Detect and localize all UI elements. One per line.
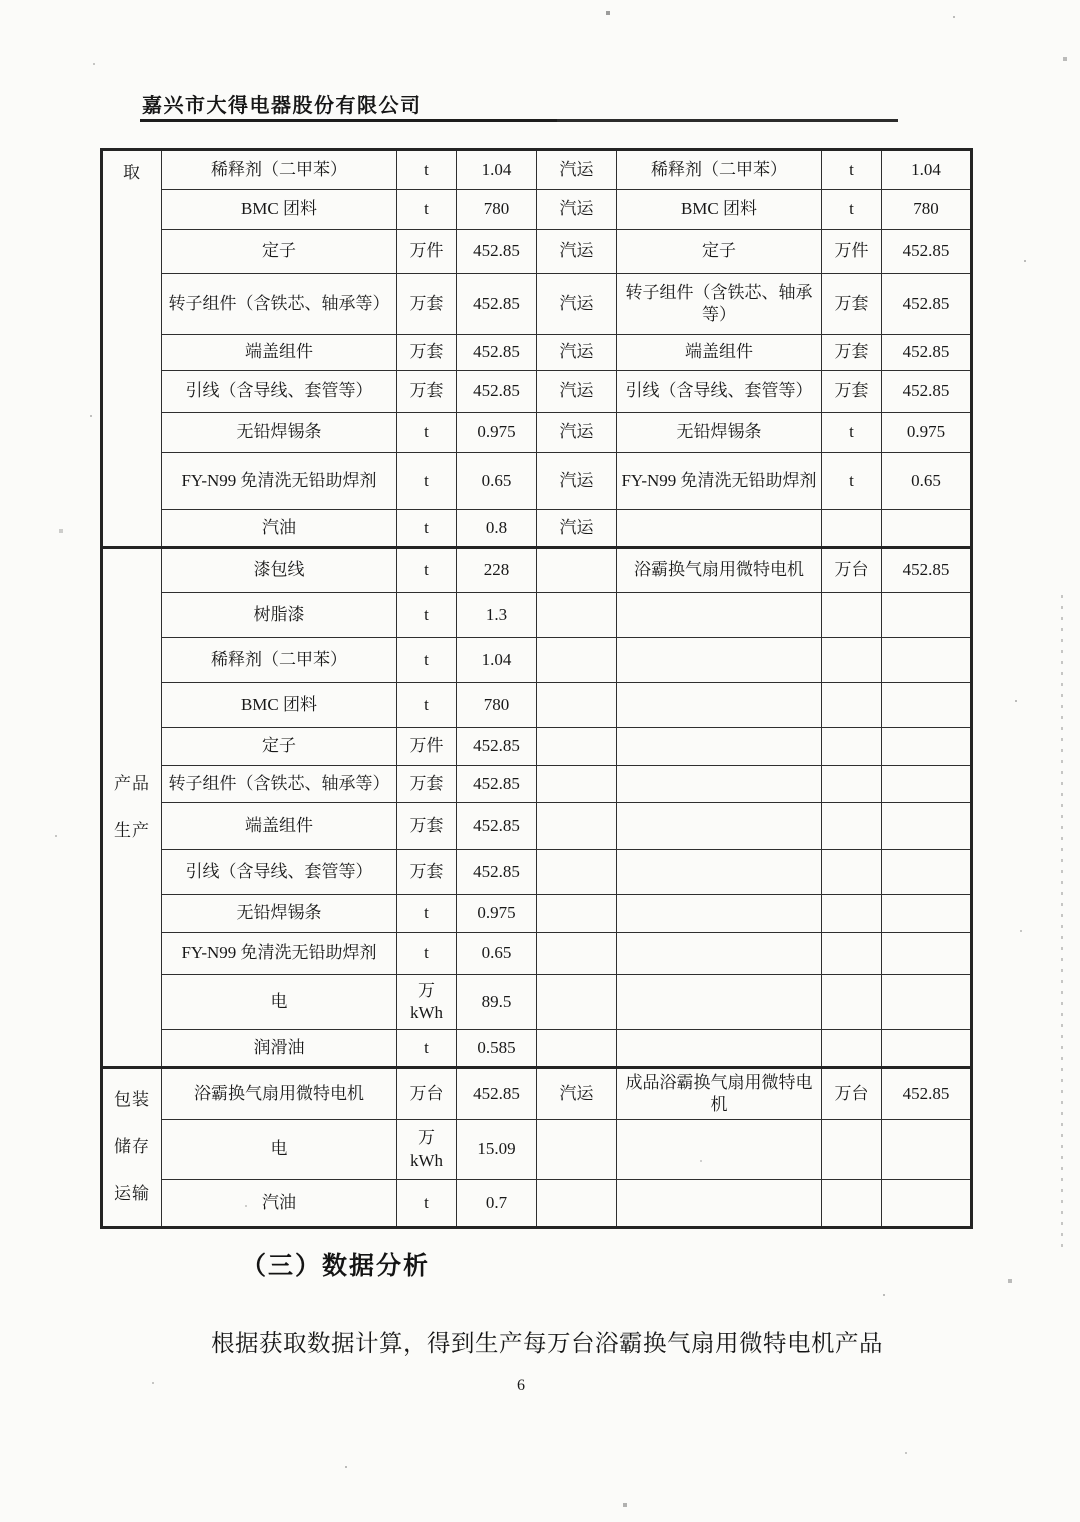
cell-material-name: 转子组件（含铁芯、轴承等） [162, 766, 397, 803]
cell-material-name: FY-N99 免清洗无铅助焊剂 [162, 933, 397, 975]
table-row [102, 593, 972, 638]
table-row [102, 371, 972, 413]
section-label: 产品生产 [114, 773, 150, 840]
cell-transport-mode: 汽运 [537, 335, 617, 371]
page-number: 6 [517, 1377, 525, 1394]
table-row [102, 1120, 972, 1180]
cell-material-name: 引线（含导线、套管等） [162, 850, 397, 895]
cell-unit: 万 kWh [397, 975, 457, 1030]
cell-transport-mode [537, 683, 617, 728]
cell-material-name-right: 端盖组件 [617, 335, 822, 371]
cell-material-name: 稀释剂（二甲苯） [162, 150, 397, 190]
cell-transport-mode: 汽运 [537, 230, 617, 274]
cell-material-name-right [617, 638, 822, 683]
cell-quantity-right [882, 593, 972, 638]
cell-unit-right [822, 933, 882, 975]
cell-quantity: 0.975 [457, 413, 537, 453]
right-margin-scan-line [1061, 595, 1063, 1255]
cell-quantity: 0.7 [457, 1180, 537, 1228]
cell-quantity: 452.85 [457, 803, 537, 850]
cell-unit-right [822, 1120, 882, 1180]
cell-unit: 万件 [397, 230, 457, 274]
table-row [102, 274, 972, 335]
cell-quantity-right [882, 683, 972, 728]
cell-unit-right: 万件 [822, 230, 882, 274]
section-label-cell [102, 1068, 162, 1228]
cell-quantity: 15.09 [457, 1120, 537, 1180]
cell-material-name: 汽油 [162, 1180, 397, 1228]
cell-material-name: 汽油 [162, 510, 397, 548]
cell-quantity-right: 1.04 [882, 150, 972, 190]
cell-quantity: 0.975 [457, 895, 537, 933]
cell-unit: t [397, 1180, 457, 1228]
cell-transport-mode [537, 933, 617, 975]
cell-unit-right: t [822, 413, 882, 453]
section-label: 取 [123, 163, 141, 182]
cell-unit: 万套 [397, 371, 457, 413]
table-row [102, 150, 972, 190]
cell-transport-mode [537, 975, 617, 1030]
cell-transport-mode [537, 1180, 617, 1228]
cell-unit-right: 万台 [822, 548, 882, 593]
cell-unit: t [397, 895, 457, 933]
body-paragraph: 根据获取数据计算，得到生产每万台浴霸换气扇用微特电机产品 [211, 1331, 883, 1357]
cell-material-name-right [617, 766, 822, 803]
cell-material-name: 端盖组件 [162, 803, 397, 850]
cell-quantity-right [882, 638, 972, 683]
cell-quantity: 0.8 [457, 510, 537, 548]
cell-material-name-right [617, 683, 822, 728]
cell-material-name-right [617, 933, 822, 975]
table-row [102, 766, 972, 803]
cell-unit: t [397, 548, 457, 593]
section-label-cell [102, 548, 162, 1068]
cell-transport-mode [537, 548, 617, 593]
cell-unit: 万套 [397, 335, 457, 371]
table-body [102, 150, 972, 1228]
cell-material-name-right [617, 895, 822, 933]
cell-quantity-right [882, 1030, 972, 1068]
cell-material-name: 定子 [162, 230, 397, 274]
table-row [102, 975, 972, 1030]
cell-quantity-right [882, 510, 972, 548]
cell-quantity-right: 452.85 [882, 230, 972, 274]
cell-material-name-right: BMC 团料 [617, 190, 822, 230]
cell-quantity: 1.04 [457, 638, 537, 683]
table-row [102, 1180, 972, 1228]
section-label: 包装储存运输 [114, 1090, 150, 1203]
cell-transport-mode: 汽运 [537, 150, 617, 190]
cell-transport-mode: 汽运 [537, 453, 617, 510]
cell-unit-right [822, 593, 882, 638]
cell-unit-right [822, 638, 882, 683]
cell-transport-mode: 汽运 [537, 1068, 617, 1120]
cell-transport-mode [537, 1030, 617, 1068]
cell-material-name: 定子 [162, 728, 397, 766]
cell-unit: t [397, 1030, 457, 1068]
cell-quantity: 1.04 [457, 150, 537, 190]
table-row [102, 335, 972, 371]
cell-transport-mode [537, 728, 617, 766]
cell-transport-mode [537, 895, 617, 933]
table-row [102, 728, 972, 766]
cell-quantity: 452.85 [457, 766, 537, 803]
cell-unit: t [397, 453, 457, 510]
cell-unit: 万 kWh [397, 1120, 457, 1180]
cell-unit: 万套 [397, 803, 457, 850]
cell-quantity-right [882, 850, 972, 895]
cell-material-name: 润滑油 [162, 1030, 397, 1068]
table-row [102, 230, 972, 274]
cell-unit-right: t [822, 453, 882, 510]
cell-quantity-right [882, 803, 972, 850]
cell-quantity: 780 [457, 190, 537, 230]
cell-material-name: 端盖组件 [162, 335, 397, 371]
cell-quantity: 452.85 [457, 230, 537, 274]
cell-material-name: 漆包线 [162, 548, 397, 593]
cell-material-name: 稀释剂（二甲苯） [162, 638, 397, 683]
cell-material-name-right [617, 510, 822, 548]
cell-material-name: 浴霸换气扇用微特电机 [162, 1068, 397, 1120]
cell-material-name: BMC 团料 [162, 190, 397, 230]
cell-material-name-right: 浴霸换气扇用微特电机 [617, 548, 822, 593]
table-row [102, 638, 972, 683]
cell-quantity-right: 0.975 [882, 413, 972, 453]
cell-quantity: 228 [457, 548, 537, 593]
material-balance-table [100, 148, 973, 1229]
cell-quantity-right: 452.85 [882, 548, 972, 593]
cell-quantity-right [882, 895, 972, 933]
cell-material-name: 无铅焊锡条 [162, 413, 397, 453]
cell-unit-right: 万台 [822, 1068, 882, 1120]
cell-material-name: 电 [162, 975, 397, 1030]
cell-quantity-right: 452.85 [882, 1068, 972, 1120]
cell-material-name: 树脂漆 [162, 593, 397, 638]
cell-material-name-right [617, 975, 822, 1030]
cell-unit: t [397, 413, 457, 453]
cell-transport-mode [537, 593, 617, 638]
cell-transport-mode [537, 803, 617, 850]
cell-quantity-right: 452.85 [882, 371, 972, 413]
cell-transport-mode: 汽运 [537, 190, 617, 230]
cell-unit-right: 万套 [822, 335, 882, 371]
cell-transport-mode: 汽运 [537, 413, 617, 453]
cell-quantity-right: 0.65 [882, 453, 972, 510]
cell-quantity-right [882, 975, 972, 1030]
cell-unit-right: t [822, 150, 882, 190]
cell-material-name-right: 稀释剂（二甲苯） [617, 150, 822, 190]
section-label-cell [102, 150, 162, 548]
cell-transport-mode: 汽运 [537, 371, 617, 413]
cell-quantity-right [882, 933, 972, 975]
cell-material-name-right [617, 1030, 822, 1068]
cell-transport-mode: 汽运 [537, 510, 617, 548]
cell-unit: t [397, 190, 457, 230]
table-row [102, 1030, 972, 1068]
cell-material-name-right: 转子组件（含铁芯、轴承等） [617, 274, 822, 335]
cell-material-name: BMC 团料 [162, 683, 397, 728]
table-row [102, 548, 972, 593]
cell-quantity: 1.3 [457, 593, 537, 638]
cell-material-name-right: 成品浴霸换气扇用微特电机 [617, 1068, 822, 1120]
cell-unit: 万套 [397, 850, 457, 895]
cell-material-name: 电 [162, 1120, 397, 1180]
cell-quantity-right [882, 728, 972, 766]
cell-unit: 万件 [397, 728, 457, 766]
cell-material-name-right: 无铅焊锡条 [617, 413, 822, 453]
cell-unit: t [397, 933, 457, 975]
cell-unit-right [822, 510, 882, 548]
cell-unit: t [397, 510, 457, 548]
cell-quantity: 452.85 [457, 335, 537, 371]
cell-quantity: 0.585 [457, 1030, 537, 1068]
table-row [102, 683, 972, 728]
cell-unit-right [822, 728, 882, 766]
cell-unit: t [397, 150, 457, 190]
table-row [102, 453, 972, 510]
cell-material-name: FY-N99 免清洗无铅助焊剂 [162, 453, 397, 510]
cell-quantity: 89.5 [457, 975, 537, 1030]
cell-unit: 万台 [397, 1068, 457, 1120]
cell-transport-mode: 汽运 [537, 274, 617, 335]
cell-quantity-right [882, 1120, 972, 1180]
cell-quantity-right: 780 [882, 190, 972, 230]
cell-material-name-right [617, 1120, 822, 1180]
table-row [102, 933, 972, 975]
cell-unit-right: t [822, 190, 882, 230]
cell-quantity: 0.65 [457, 453, 537, 510]
cell-unit-right [822, 766, 882, 803]
cell-unit: 万套 [397, 274, 457, 335]
cell-quantity-right [882, 766, 972, 803]
cell-transport-mode [537, 638, 617, 683]
cell-unit-right [822, 850, 882, 895]
cell-transport-mode [537, 766, 617, 803]
cell-unit-right: 万套 [822, 274, 882, 335]
cell-material-name-right [617, 850, 822, 895]
cell-material-name-right [617, 593, 822, 638]
cell-unit-right [822, 895, 882, 933]
cell-material-name: 引线（含导线、套管等） [162, 371, 397, 413]
cell-unit: 万套 [397, 766, 457, 803]
cell-quantity: 452.85 [457, 274, 537, 335]
table-row [102, 895, 972, 933]
cell-material-name-right [617, 728, 822, 766]
cell-quantity-right [882, 1180, 972, 1228]
cell-unit-right [822, 975, 882, 1030]
cell-quantity: 452.85 [457, 850, 537, 895]
cell-quantity-right: 452.85 [882, 335, 972, 371]
cell-quantity: 452.85 [457, 1068, 537, 1120]
cell-unit: t [397, 638, 457, 683]
table-row [102, 803, 972, 850]
cell-material-name-right: 定子 [617, 230, 822, 274]
cell-quantity: 452.85 [457, 371, 537, 413]
cell-material-name-right [617, 1180, 822, 1228]
table-row [102, 413, 972, 453]
table-row [102, 1068, 972, 1120]
cell-quantity: 452.85 [457, 728, 537, 766]
cell-unit-right: 万套 [822, 371, 882, 413]
cell-unit-right [822, 803, 882, 850]
cell-material-name: 转子组件（含铁芯、轴承等） [162, 274, 397, 335]
scan-noise-speckles [0, 0, 2, 2]
cell-quantity: 0.65 [457, 933, 537, 975]
cell-material-name-right: FY-N99 免清洗无铅助焊剂 [617, 453, 822, 510]
table-row [102, 510, 972, 548]
cell-quantity: 780 [457, 683, 537, 728]
section-heading: （三）数据分析 [241, 1252, 431, 1280]
cell-quantity-right: 452.85 [882, 274, 972, 335]
table-row [102, 190, 972, 230]
cell-transport-mode [537, 1120, 617, 1180]
cell-unit: t [397, 683, 457, 728]
cell-material-name-right [617, 803, 822, 850]
table-row [102, 850, 972, 895]
cell-unit-right [822, 683, 882, 728]
header-underline [140, 119, 898, 122]
cell-unit-right [822, 1030, 882, 1068]
cell-material-name: 无铅焊锡条 [162, 895, 397, 933]
cell-transport-mode [537, 850, 617, 895]
cell-unit: t [397, 593, 457, 638]
cell-unit-right [822, 1180, 882, 1228]
cell-material-name-right: 引线（含导线、套管等） [617, 371, 822, 413]
page-header-company-name: 嘉兴市大得电器股份有限公司 [142, 95, 422, 117]
